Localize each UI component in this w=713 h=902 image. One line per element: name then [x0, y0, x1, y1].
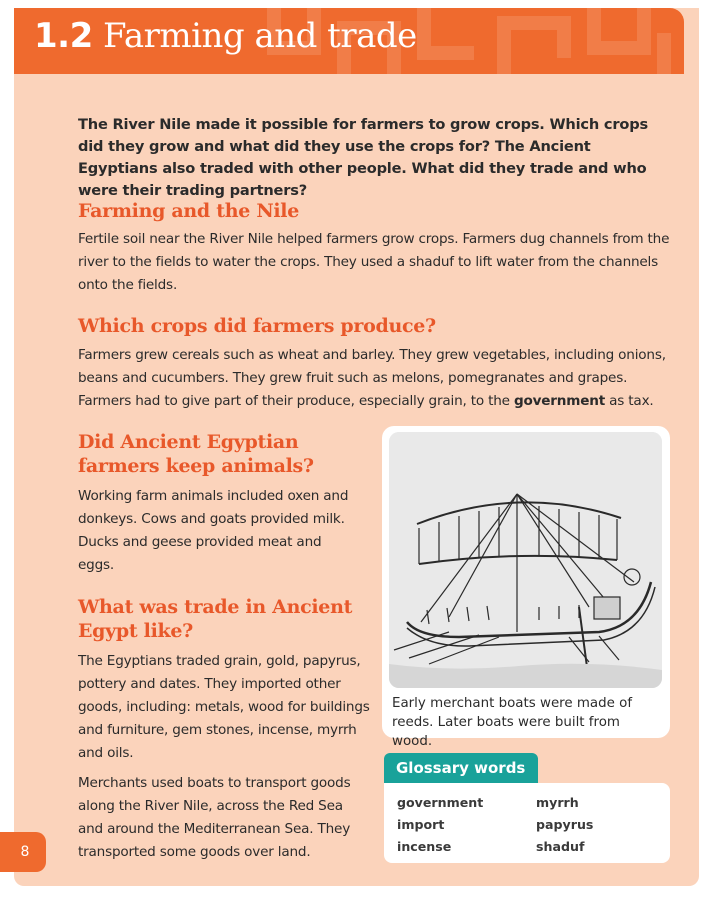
- chapter-title: [34, 16, 417, 56]
- heading-trade-line2: Egypt like?: [78, 620, 194, 642]
- para-crops: [78, 344, 678, 413]
- heading-trade: [78, 595, 352, 643]
- heading-farming-nile: Farming and the Nile: [78, 200, 300, 222]
- heading-animals-line1: Did Ancient Egyptian: [78, 431, 299, 453]
- para-farming-nile: Fertile soil near the River Nile helped farmers grow crops. Farmers dug channels from the river to the fields to water the crops. They used a shaduf to lift water from the channels onto the fields.: [78, 231, 670, 293]
- heading-animals: [78, 430, 314, 478]
- boat-illustration-icon: [389, 432, 662, 688]
- page-number: 8: [0, 832, 46, 872]
- glossary-title: Glossary words: [384, 753, 538, 783]
- para-crops-text: Farmers grew cereals such as wheat and barley. They grew vegetables, including onions, beans and cucumbers. They grew fruit such as melons, pomegranates and grapes. Farmers had to give part of their produce, especially grain, to the: [78, 347, 666, 409]
- heading-animals-line2: farmers keep animals?: [78, 455, 314, 477]
- glossary-word: government: [397, 795, 484, 810]
- para-crops-tail: as tax.: [609, 393, 654, 409]
- chapter-title-text: Farming and trade: [103, 16, 417, 56]
- chapter-number: 1.2: [34, 16, 93, 56]
- para-animals: Working farm animals included oxen and donkeys. Cows and goats provided milk. Ducks and geese provided meat and eggs.: [78, 488, 349, 573]
- glossary-word: import: [397, 817, 445, 832]
- heading-trade-line1: What was trade in Ancient: [78, 596, 353, 618]
- glossary-word: myrrh: [536, 795, 579, 810]
- chapter-header: [14, 8, 684, 74]
- glossary-term-government: government: [513, 393, 606, 409]
- image-card: [382, 426, 670, 749]
- glossary-box: [384, 783, 670, 863]
- heading-crops: Which crops did farmers produce?: [78, 315, 436, 337]
- para-trade-goods: The Egyptians traded grain, gold, papyrus, pottery and dates. They imported other goods, including: metals, wood for buildings and furniture, gem stones, incense, myrrh and oils.: [78, 653, 370, 761]
- para-trade-routes: Merchants used boats to transport goods along the River Nile, across the Red Sea and around the Mediterranean Sea. They transported some goods over land.: [78, 775, 351, 860]
- glossary-word: incense: [397, 839, 452, 854]
- image-caption: Early merchant boats were made of reeds. Later boats were built from wood.: [392, 696, 633, 749]
- intro-text: The River Nile made it possible for farmers to grow crops. Which crops did they grow and what did they use the crops for? The Ancient Egyptians also traded with other people. What did they trade and who were their trading partners?: [78, 116, 648, 199]
- glossary-word: shaduf: [536, 839, 585, 854]
- glossary-word: papyrus: [536, 817, 594, 832]
- merchant-boat-image: [389, 432, 662, 688]
